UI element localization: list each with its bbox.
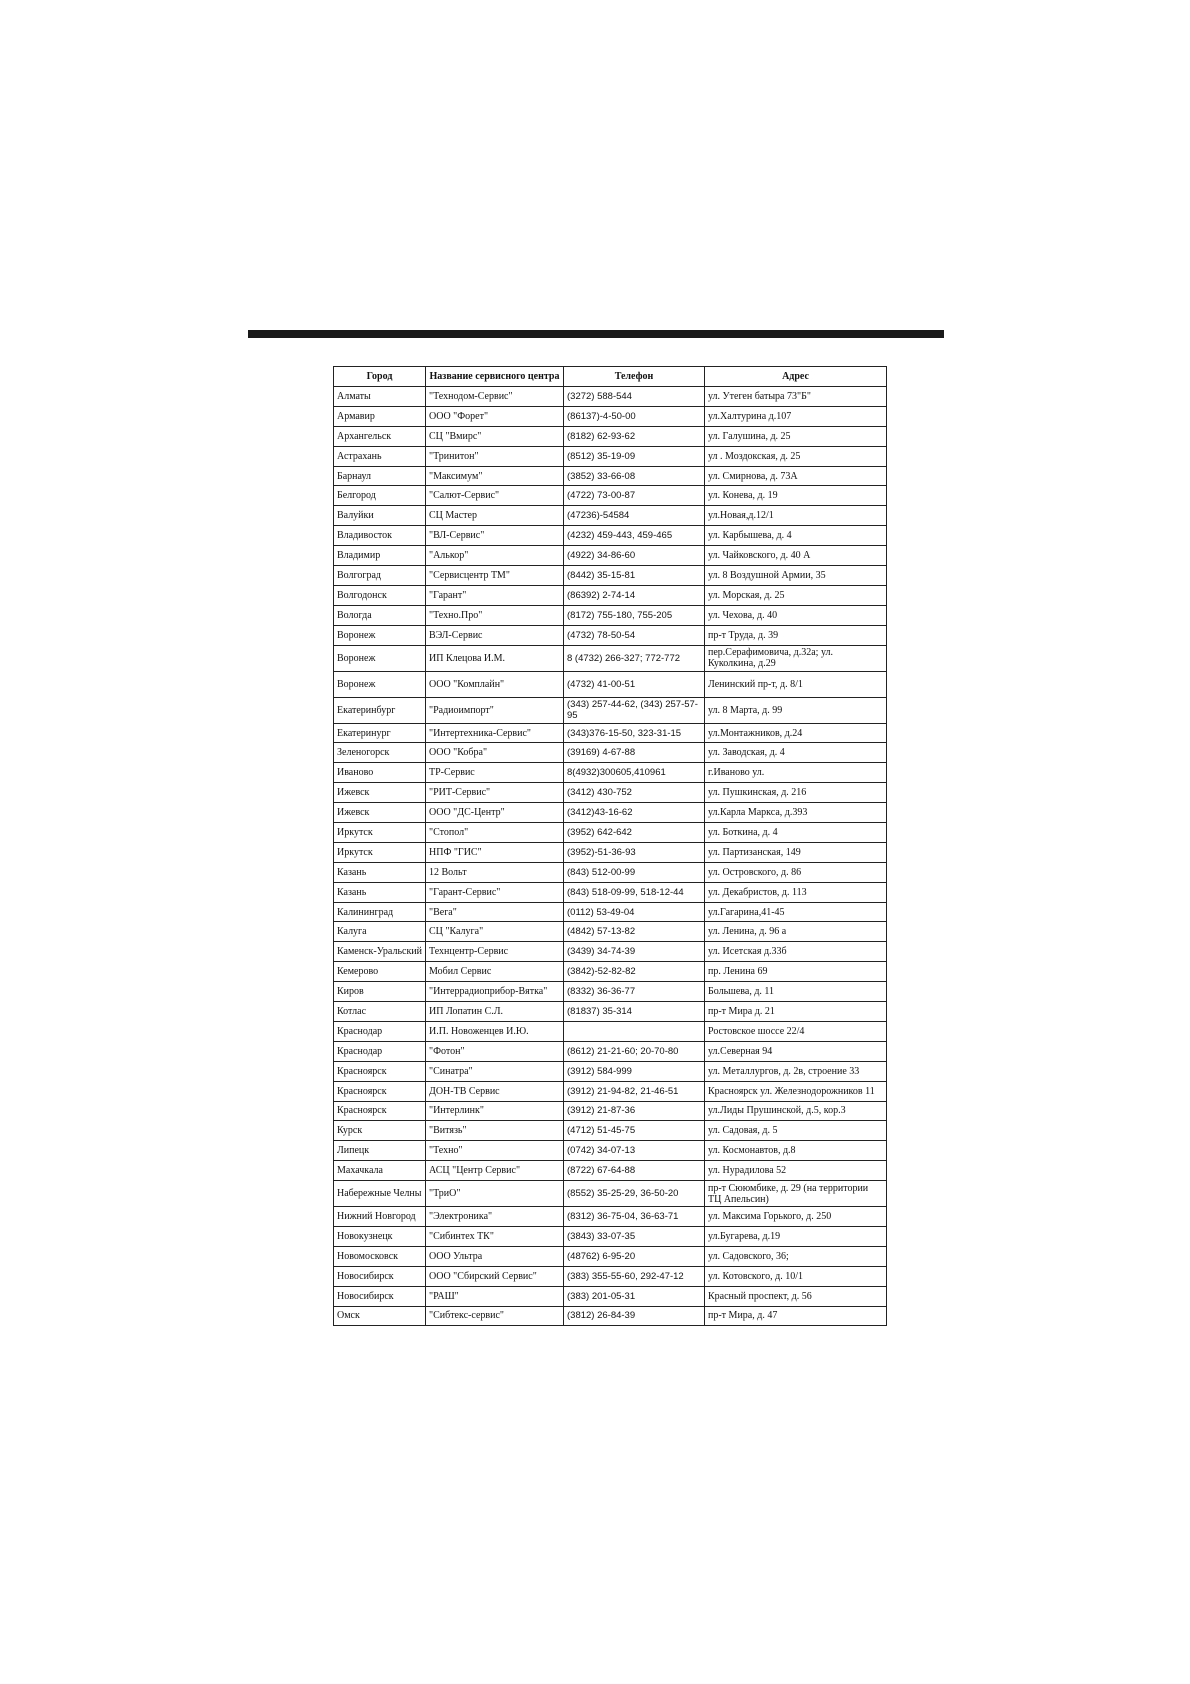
cell-service-name: "Стопол" xyxy=(426,823,564,843)
cell-service-name: "Интертехника-Сервис" xyxy=(426,723,564,743)
cell-address: г.Иваново ул. xyxy=(705,763,887,783)
cell-address: ул. 8 Воздушной Армии, 35 xyxy=(705,566,887,586)
cell-service-name: ООО "Сбирский Сервис" xyxy=(426,1266,564,1286)
cell-city: Зеленогорск xyxy=(334,743,426,763)
cell-address: пр. Ленина 69 xyxy=(705,962,887,982)
cell-service-name: Мобил Сервис xyxy=(426,962,564,982)
cell-city: Белгород xyxy=(334,486,426,506)
cell-address: ул. Котовского, д. 10/1 xyxy=(705,1266,887,1286)
cell-service-name: "Гарант-Сервис" xyxy=(426,882,564,902)
cell-address: ул.Лиды Прушинской, д.5, кор.3 xyxy=(705,1101,887,1121)
cell-address: Красный проспект, д. 56 xyxy=(705,1286,887,1306)
cell-phone xyxy=(564,1021,705,1041)
cell-phone: (39169) 4-67-88 xyxy=(564,743,705,763)
table-row xyxy=(334,625,887,645)
cell-phone: (8512) 35-19-09 xyxy=(564,446,705,466)
cell-phone: (0112) 53-49-04 xyxy=(564,902,705,922)
header-service-name: Название сервисного центра xyxy=(426,367,564,387)
cell-address: ул.Халтурина д.107 xyxy=(705,406,887,426)
table-row xyxy=(334,783,887,803)
cell-city: Казань xyxy=(334,882,426,902)
cell-service-name: "Интеррадиоприбор-Вятка" xyxy=(426,982,564,1002)
cell-phone: (8552) 35-25-29, 36-50-20 xyxy=(564,1181,705,1207)
cell-address: ул. Космонавтов, д.8 xyxy=(705,1141,887,1161)
cell-phone: (4842) 57-13-82 xyxy=(564,922,705,942)
cell-phone: (81837) 35-314 xyxy=(564,1002,705,1022)
cell-service-name: "РИТ-Сервис" xyxy=(426,783,564,803)
cell-address: ул. Конева, д. 19 xyxy=(705,486,887,506)
cell-city: Краснодар xyxy=(334,1041,426,1061)
cell-phone: (383) 201-05-31 xyxy=(564,1286,705,1306)
cell-city: Красноярск xyxy=(334,1101,426,1121)
cell-phone: (47236)-54584 xyxy=(564,506,705,526)
cell-phone: (4732) 78-50-54 xyxy=(564,625,705,645)
table-row xyxy=(334,486,887,506)
cell-address: ул. Чайковского, д. 40 А xyxy=(705,546,887,566)
cell-service-name: ООО Ультра xyxy=(426,1246,564,1266)
service-centers-table xyxy=(333,366,887,1326)
cell-address: ул. Ленина, д. 96 а xyxy=(705,922,887,942)
cell-service-name: ООО "Кобра" xyxy=(426,743,564,763)
cell-service-name: "Сибинтех ТК" xyxy=(426,1226,564,1246)
cell-service-name: ИП Лопатин С.Л. xyxy=(426,1002,564,1022)
cell-city: Махачкала xyxy=(334,1161,426,1181)
cell-city: Владимир xyxy=(334,546,426,566)
cell-phone: (343)376-15-50, 323-31-15 xyxy=(564,723,705,743)
cell-service-name: "Техно.Про" xyxy=(426,605,564,625)
cell-phone: (4712) 51-45-75 xyxy=(564,1121,705,1141)
header-address: Адрес xyxy=(705,367,887,387)
cell-address: Ленинский пр-т, д. 8/1 xyxy=(705,671,887,697)
cell-phone: (3439) 34-74-39 xyxy=(564,942,705,962)
cell-city: Иркутск xyxy=(334,823,426,843)
cell-address: ул.Гагарина,41-45 xyxy=(705,902,887,922)
cell-address: ул.Карла Маркса, д.393 xyxy=(705,803,887,823)
cell-phone: (4722) 73-00-87 xyxy=(564,486,705,506)
cell-city: Иваново xyxy=(334,763,426,783)
cell-city: Каменск-Уральский xyxy=(334,942,426,962)
cell-service-name: ООО "Форет" xyxy=(426,406,564,426)
table-row xyxy=(334,406,887,426)
table-row xyxy=(334,1181,887,1207)
table-row xyxy=(334,1021,887,1041)
cell-phone: (8332) 36-36-77 xyxy=(564,982,705,1002)
cell-city: Волгодонск xyxy=(334,585,426,605)
cell-phone: (3272) 588-544 xyxy=(564,387,705,407)
cell-phone: (383) 355-55-60, 292-47-12 xyxy=(564,1266,705,1286)
table-row xyxy=(334,1141,887,1161)
cell-city: Армавир xyxy=(334,406,426,426)
table-row xyxy=(334,982,887,1002)
table-row xyxy=(334,723,887,743)
cell-service-name: "Салют-Сервис" xyxy=(426,486,564,506)
cell-address: ул . Моздокская, д. 25 xyxy=(705,446,887,466)
cell-city: Новомосковск xyxy=(334,1246,426,1266)
cell-city: Ижевск xyxy=(334,783,426,803)
table-row xyxy=(334,546,887,566)
cell-service-name: "Тринитон" xyxy=(426,446,564,466)
cell-phone: (843) 518-09-99, 518-12-44 xyxy=(564,882,705,902)
table-row xyxy=(334,566,887,586)
table-row xyxy=(334,942,887,962)
table-row xyxy=(334,585,887,605)
cell-address: пр-т Сююмбике, д. 29 (на территории ТЦ Апельсин) xyxy=(705,1181,887,1207)
cell-service-name: ДОН-ТВ Сервис xyxy=(426,1081,564,1101)
cell-service-name: "Техно" xyxy=(426,1141,564,1161)
cell-service-name: ТР-Сервис xyxy=(426,763,564,783)
table-row xyxy=(334,862,887,882)
table-row xyxy=(334,1286,887,1306)
cell-city: Краснодар xyxy=(334,1021,426,1041)
cell-phone: (8312) 36-75-04, 36-63-71 xyxy=(564,1207,705,1227)
cell-city: Калининград xyxy=(334,902,426,922)
cell-service-name: "Витязь" xyxy=(426,1121,564,1141)
cell-city: Новосибирск xyxy=(334,1266,426,1286)
cell-address: ул. Островского, д. 86 xyxy=(705,862,887,882)
table-row xyxy=(334,466,887,486)
cell-city: Екатеринбург xyxy=(334,697,426,723)
table-row xyxy=(334,446,887,466)
table-row xyxy=(334,645,887,671)
table-row xyxy=(334,526,887,546)
cell-service-name: "Гарант" xyxy=(426,585,564,605)
cell-address: Большева, д. 11 xyxy=(705,982,887,1002)
cell-city: Кемерово xyxy=(334,962,426,982)
cell-city: Красноярск xyxy=(334,1081,426,1101)
table-row xyxy=(334,605,887,625)
cell-address: ул. Металлургов, д. 2в, строение 33 xyxy=(705,1061,887,1081)
cell-address: ул.Северная 94 xyxy=(705,1041,887,1061)
cell-phone: (3412) 430-752 xyxy=(564,783,705,803)
cell-service-name: "Интерлинк" xyxy=(426,1101,564,1121)
cell-address: пр-т Мира д. 21 xyxy=(705,1002,887,1022)
cell-service-name: ООО "ДС-Центр" xyxy=(426,803,564,823)
table-row xyxy=(334,697,887,723)
cell-phone: (8442) 35-15-81 xyxy=(564,566,705,586)
table-row xyxy=(334,1041,887,1061)
cell-service-name: "Технодом-Сервис" xyxy=(426,387,564,407)
table-row xyxy=(334,882,887,902)
cell-address: ул. Максима Горького, д. 250 xyxy=(705,1207,887,1227)
cell-phone: (3952)-51-36-93 xyxy=(564,842,705,862)
cell-service-name: "Радиоимпорт" xyxy=(426,697,564,723)
cell-address: ул. Чехова, д. 40 xyxy=(705,605,887,625)
cell-phone: (3843) 33-07-35 xyxy=(564,1226,705,1246)
table-row xyxy=(334,1002,887,1022)
cell-city: Киров xyxy=(334,982,426,1002)
table-row xyxy=(334,1207,887,1227)
cell-city: Набережные Челны xyxy=(334,1181,426,1207)
table-row xyxy=(334,1226,887,1246)
cell-city: Алматы xyxy=(334,387,426,407)
table-row xyxy=(334,1306,887,1326)
cell-address: ул.Монтажников, д.24 xyxy=(705,723,887,743)
cell-phone: (3412)43-16-62 xyxy=(564,803,705,823)
cell-city: Валуйки xyxy=(334,506,426,526)
table-row xyxy=(334,1081,887,1101)
cell-city: Нижний Новгород xyxy=(334,1207,426,1227)
cell-address: ул. Заводская, д. 4 xyxy=(705,743,887,763)
cell-phone: (86137)-4-50-00 xyxy=(564,406,705,426)
cell-address: ул. Морская, д. 25 xyxy=(705,585,887,605)
cell-phone: (3852) 33-66-08 xyxy=(564,466,705,486)
cell-city: Новосибирск xyxy=(334,1286,426,1306)
cell-phone: (86392) 2-74-14 xyxy=(564,585,705,605)
cell-service-name: СЦ "Вмирс" xyxy=(426,426,564,446)
cell-service-name: ООО "Комплайн" xyxy=(426,671,564,697)
cell-city: Казань xyxy=(334,862,426,882)
table-row xyxy=(334,1101,887,1121)
cell-service-name: "Электроника" xyxy=(426,1207,564,1227)
cell-service-name: "Сервисцентр ТМ" xyxy=(426,566,564,586)
cell-address: ул. Карбышева, д. 4 xyxy=(705,526,887,546)
cell-phone: (4922) 34-86-60 xyxy=(564,546,705,566)
table-row xyxy=(334,803,887,823)
cell-city: Барнаул xyxy=(334,466,426,486)
cell-service-name: СЦ Мастер xyxy=(426,506,564,526)
cell-city: Воронеж xyxy=(334,625,426,645)
cell-city: Воронеж xyxy=(334,671,426,697)
header-phone: Телефон xyxy=(564,367,705,387)
cell-service-name: "Фотон" xyxy=(426,1041,564,1061)
cell-city: Архангельск xyxy=(334,426,426,446)
cell-service-name: "Синатра" xyxy=(426,1061,564,1081)
cell-address: пр-т Мира, д. 47 xyxy=(705,1306,887,1326)
cell-address: Красноярск ул. Железнодорожников 11 xyxy=(705,1081,887,1101)
cell-phone: (8182) 62-93-62 xyxy=(564,426,705,446)
cell-address: ул.Новая,д.12/1 xyxy=(705,506,887,526)
table-header-row xyxy=(334,367,887,387)
cell-city: Волгоград xyxy=(334,566,426,586)
cell-city: Красноярск xyxy=(334,1061,426,1081)
cell-service-name: НПФ "ГИС" xyxy=(426,842,564,862)
table-row xyxy=(334,506,887,526)
cell-address: пр-т Труда, д. 39 xyxy=(705,625,887,645)
table-row xyxy=(334,1266,887,1286)
cell-phone: (3812) 26-84-39 xyxy=(564,1306,705,1326)
table-row xyxy=(334,1246,887,1266)
cell-address: ул. Садовая, д. 5 xyxy=(705,1121,887,1141)
cell-service-name: "Сибтекс-сервис" xyxy=(426,1306,564,1326)
table-row xyxy=(334,671,887,697)
table-row xyxy=(334,823,887,843)
cell-service-name: ИП Клецова И.М. xyxy=(426,645,564,671)
cell-service-name: Технцентр-Сервис xyxy=(426,942,564,962)
cell-service-name: "Максимум" xyxy=(426,466,564,486)
table-row xyxy=(334,1061,887,1081)
cell-service-name: "Алькор" xyxy=(426,546,564,566)
cell-service-name: 12 Вольт xyxy=(426,862,564,882)
cell-phone: (3912) 584-999 xyxy=(564,1061,705,1081)
header-city: Город xyxy=(334,367,426,387)
cell-address: пер.Серафимовича, д.32а; ул. Куколкина, д.29 xyxy=(705,645,887,671)
cell-phone: (4232) 459-443, 459-465 xyxy=(564,526,705,546)
cell-address: ул. Исетская д.33б xyxy=(705,942,887,962)
table-row xyxy=(334,426,887,446)
cell-address: ул. Боткина, д. 4 xyxy=(705,823,887,843)
table-row xyxy=(334,962,887,982)
cell-service-name: "Вега" xyxy=(426,902,564,922)
cell-phone: (4732) 41-00-51 xyxy=(564,671,705,697)
cell-city: Ижевск xyxy=(334,803,426,823)
cell-city: Калуга xyxy=(334,922,426,942)
cell-address: ул. Утеген батыра 73"Б" xyxy=(705,387,887,407)
cell-city: Котлас xyxy=(334,1002,426,1022)
table-row xyxy=(334,902,887,922)
table-row xyxy=(334,387,887,407)
cell-address: ул. Садовского, 36; xyxy=(705,1246,887,1266)
cell-phone: (3912) 21-87-36 xyxy=(564,1101,705,1121)
cell-city: Липецк xyxy=(334,1141,426,1161)
cell-city: Новокузнецк xyxy=(334,1226,426,1246)
cell-city: Иркутск xyxy=(334,842,426,862)
cell-address: ул. Нурадилова 52 xyxy=(705,1161,887,1181)
cell-service-name: "ТриО" xyxy=(426,1181,564,1207)
table-row xyxy=(334,842,887,862)
table-row xyxy=(334,1121,887,1141)
table-row xyxy=(334,922,887,942)
cell-phone: (3912) 21-94-82, 21-46-51 xyxy=(564,1081,705,1101)
cell-address: ул. Пушкинская, д. 216 xyxy=(705,783,887,803)
cell-service-name: "ВЛ-Сервис" xyxy=(426,526,564,546)
cell-city: Воронеж xyxy=(334,645,426,671)
cell-phone: (8172) 755-180, 755-205 xyxy=(564,605,705,625)
cell-service-name: "РАШ" xyxy=(426,1286,564,1306)
table-row xyxy=(334,763,887,783)
header-rule xyxy=(248,330,944,338)
cell-address: ул. Партизанская, 149 xyxy=(705,842,887,862)
cell-address: ул. Галушина, д. 25 xyxy=(705,426,887,446)
cell-phone: (343) 257-44-62, (343) 257-57-95 xyxy=(564,697,705,723)
cell-service-name: СЦ "Калуга" xyxy=(426,922,564,942)
cell-city: Курск xyxy=(334,1121,426,1141)
cell-city: Омск xyxy=(334,1306,426,1326)
cell-address: ул. Смирнова, д. 73А xyxy=(705,466,887,486)
cell-address: ул.Бугарева, д.19 xyxy=(705,1226,887,1246)
table-row xyxy=(334,1161,887,1181)
cell-phone: (0742) 34-07-13 xyxy=(564,1141,705,1161)
cell-address: ул. Декабристов, д. 113 xyxy=(705,882,887,902)
cell-service-name: И.П. Новоженцев И.Ю. xyxy=(426,1021,564,1041)
cell-city: Вологда xyxy=(334,605,426,625)
cell-phone: (8612) 21-21-60; 20-70-80 xyxy=(564,1041,705,1061)
cell-phone: (3842)-52-82-82 xyxy=(564,962,705,982)
cell-phone: (8722) 67-64-88 xyxy=(564,1161,705,1181)
cell-service-name: ВЭЛ-Сервис xyxy=(426,625,564,645)
cell-city: Владивосток xyxy=(334,526,426,546)
cell-phone: 8 (4732) 266-327; 772-772 xyxy=(564,645,705,671)
cell-city: Екатеринург xyxy=(334,723,426,743)
cell-phone: 8(4932)300605,410961 xyxy=(564,763,705,783)
cell-phone: (48762) 6-95-20 xyxy=(564,1246,705,1266)
cell-address: ул. 8 Марта, д. 99 xyxy=(705,697,887,723)
cell-phone: (3952) 642-642 xyxy=(564,823,705,843)
table-row xyxy=(334,743,887,763)
cell-service-name: АСЦ "Центр Сервис" xyxy=(426,1161,564,1181)
cell-phone: (843) 512-00-99 xyxy=(564,862,705,882)
cell-city: Астрахань xyxy=(334,446,426,466)
cell-address: Ростовское шоссе 22/4 xyxy=(705,1021,887,1041)
